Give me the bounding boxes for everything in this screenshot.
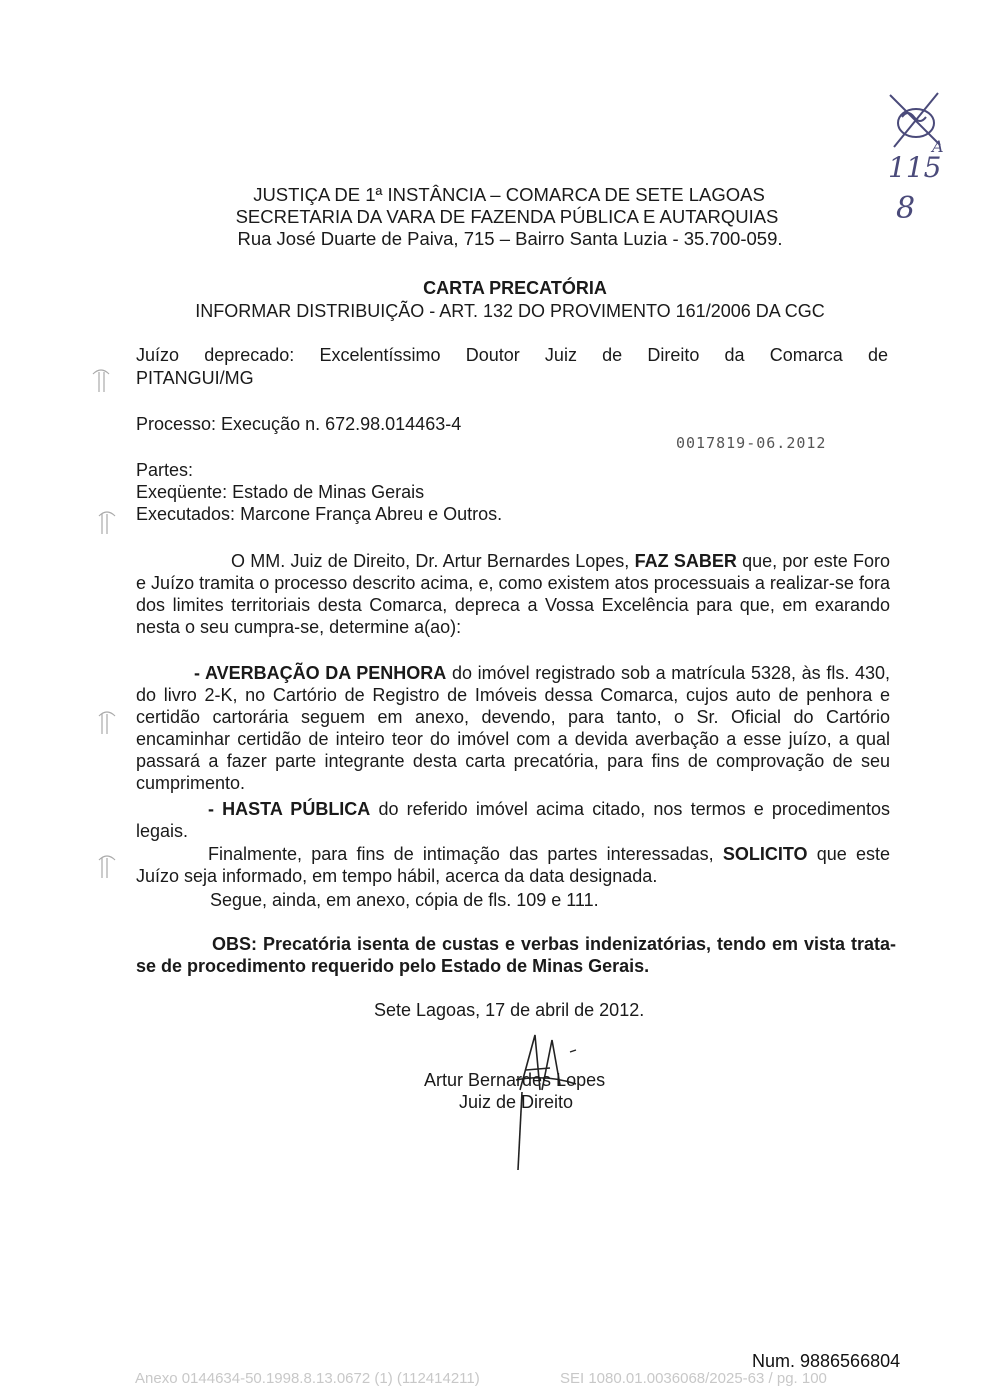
document-subtitle: INFORMAR DISTRIBUIÇÃO - ART. 132 DO PROVIMENTO 161/2006 DA CGC — [195, 301, 825, 321]
executados-line: Executados: Marcone França Abreu e Outros. — [136, 504, 503, 524]
item2-text: do referido imóvel acima citado, nos termos e procedimentos legais. — [136, 799, 890, 841]
item1-text: do imóvel registrado sob a matrícula 5328, às fls. 430, do livro 2-K, no Cartório de Registro de Imóveis dessa Comarca, cujos auto de penhora e certidão cartorária seguem em anexo, devendo, para tanto, o Sr. Oficial do Cartório encaminhar certidão de inteiro teor do imóvel com a devida averbação a esse juízo, a qual passará a fazer parte integrante desta carta precatória, para fins de comprovação de seu cumprimento. — [136, 663, 891, 793]
juizo-deprecado-line1: Juízo deprecado: Excelentíssimo Doutor Juiz de Direito da Comarca de — [136, 345, 888, 365]
header-line-address: Rua José Duarte de Paiva, 715 – Bairro Santa Luzia - 35.700-059. — [237, 228, 783, 249]
footer-anexo: Anexo 0144634-50.1998.8.13.0672 (1) (112414211) — [135, 1370, 480, 1387]
processo-number: Processo: Execução n. 672.98.014463-4 — [136, 414, 462, 434]
handwritten-page-suffix: A — [932, 137, 944, 156]
item2-bold: - HASTA PÚBLICA — [208, 799, 371, 819]
faz-saber-paragraph — [136, 550, 890, 638]
protocol-stamp: 0017819-06.2012 — [676, 434, 827, 452]
handwritten-page-number: 115 — [888, 151, 942, 184]
handwritten-mark: 8 — [896, 191, 916, 226]
document-number: Num. 9886566804 — [752, 1351, 901, 1371]
hasta-publica-paragraph — [136, 798, 890, 842]
exequente-line: Exeqüente: Estado de Minas Gerais — [136, 482, 425, 502]
para1-text-a: O MM. Juiz de Direito, Dr. Artur Bernardes Lopes, — [231, 551, 635, 571]
item1-bold: - AVERBAÇÃO DA PENHORA — [194, 663, 447, 683]
para-final-bold: SOLICITO — [722, 844, 808, 864]
juizo-deprecado-line2: PITANGUI/MG — [136, 368, 254, 388]
partes-label: Partes: — [136, 460, 194, 480]
para-final-text-c: que este Juízo seja informado, em tempo hábil, acerca da data designada. — [136, 844, 890, 886]
obs-note: OBS: Precatória isenta de custas e verbas indenizatórias, tendo em vista trata-se de procedimento requerido pelo Estado de Minas Gerais. — [136, 934, 896, 976]
header-line-court: JUSTIÇA DE 1ª INSTÂNCIA – COMARCA DE SETE LAGOAS — [253, 184, 765, 205]
date-line: Sete Lagoas, 17 de abril de 2012. — [374, 1000, 645, 1020]
segue-anexo-line: Segue, ainda, em anexo, cópia de fls. 109 e 111. — [210, 890, 599, 910]
para-final-text-a: Finalmente, para fins de intimação das partes interessadas, — [208, 844, 723, 864]
court-header — [0, 184, 990, 250]
partes-block — [136, 459, 502, 525]
footer-sei: SEI 1080.01.0036068/2025-63 / pg. 100 — [560, 1370, 827, 1387]
document-title: CARTA PRECATÓRIA — [423, 278, 607, 298]
para1-text-c: que, por este Foro e Juízo tramita o processo descrito acima, e, como existem atos processuais a realizar-se fora dos limites territoriais desta Comarca, depreca a Vossa Excelência para que, em exarando nesta o seu cumpra-se, determine a(ao): — [136, 551, 890, 637]
header-line-secretariat: SECRETARIA DA VARA DE FAZENDA PÚBLICA E AUTARQUIAS — [235, 206, 779, 227]
signatory-name: Artur Bernardes Lopes — [424, 1070, 606, 1090]
para1-bold: FAZ SABER — [634, 551, 737, 571]
solicito-paragraph — [136, 843, 890, 887]
punch-mark-icon — [96, 708, 118, 736]
signatory-role: Juiz de Direito — [459, 1092, 574, 1112]
punch-mark-icon — [90, 366, 112, 394]
averbacao-paragraph — [136, 662, 890, 794]
punch-mark-icon — [96, 508, 118, 536]
punch-mark-icon — [96, 852, 118, 880]
